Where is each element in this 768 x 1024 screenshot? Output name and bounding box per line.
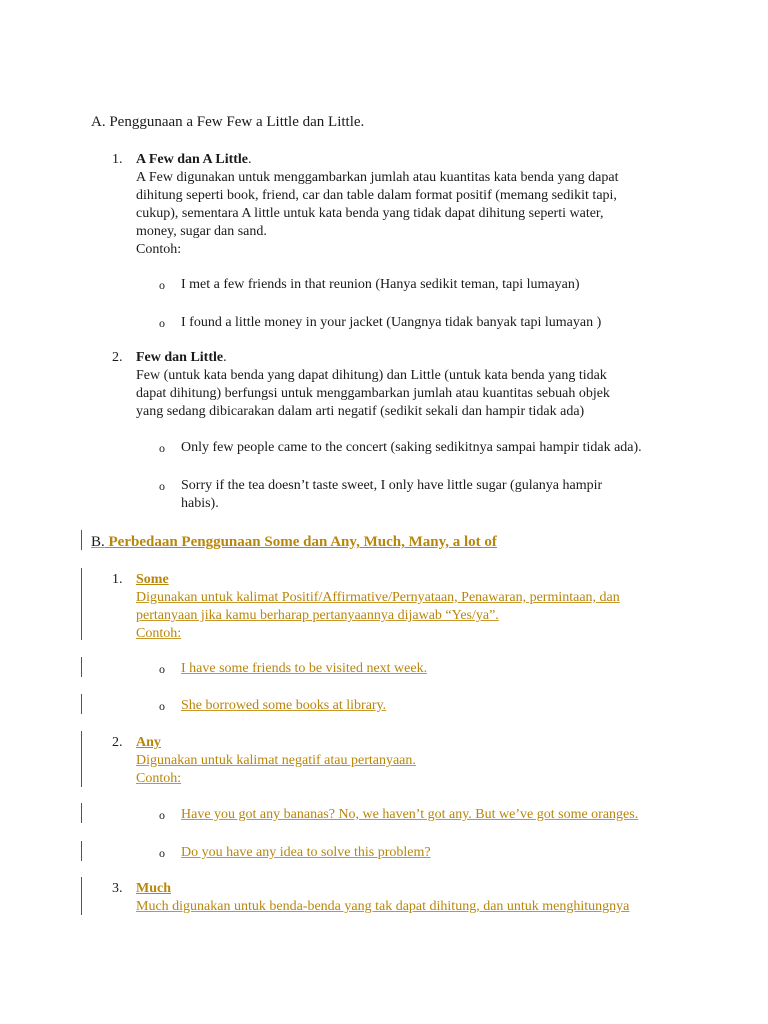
bullet-marker: o [159, 316, 165, 330]
change-bar [81, 731, 82, 787]
item-text: Few (untuk kata benda yang dapat dihitung) dan Little (untuk kata benda yang tidak dapat dihitung) berfungsi untuk menggambarkan jumlah atau kuantitas sebuah objek yang sedang dibicarakan dalam arti negatif (sedikit sekali dan hampir tidak ada) [136, 368, 610, 419]
item-heading: Some [136, 572, 169, 587]
section-b-heading: Perbedaan Penggunaan Some dan Any, Much, Many, a lot of [104, 534, 497, 550]
list-number: 2. [112, 735, 123, 750]
list-number: 3. [112, 881, 123, 896]
bullet-marker: o [159, 699, 165, 713]
change-bar [81, 877, 82, 915]
example-text: Have you got any bananas? No, we haven’t got any. But we’ve got some oranges. [181, 807, 639, 822]
example-text: Sorry if the tea doesn’t taste sweet, I only have little sugar (gulanya hampir habis). [181, 478, 603, 511]
item-text: Digunakan untuk kalimat negatif atau pertanyaan. Contoh: [136, 753, 416, 786]
list-number: 1. [112, 572, 123, 587]
list-number: 1. [112, 152, 123, 167]
example-text: Do you have any idea to solve this problem? [181, 845, 431, 860]
change-bar [81, 530, 82, 550]
section-b-letter: B. [91, 534, 105, 550]
change-bar [81, 803, 82, 823]
bullet-marker: o [159, 278, 165, 292]
example-text: I met a few friends in that reunion (Hanya sedikit teman, tapi lumayan) [181, 277, 580, 292]
bullet-marker: o [159, 441, 165, 455]
item-heading: Much [136, 881, 171, 896]
item-text: Much digunakan untuk benda-benda yang tak dapat dihitung, dan untuk menghitungnya [136, 899, 630, 914]
list-number: 2. [112, 350, 123, 365]
section-a-title: A. Penggunaan a Few Few a Little dan Little. [91, 114, 365, 130]
example-text: Only few people came to the concert (saking sedikitnya sampai hampir tidak ada). [181, 440, 642, 455]
change-bar [81, 657, 82, 677]
bullet-marker: o [159, 662, 165, 676]
bullet-marker: o [159, 479, 165, 493]
heading-suffix: . [223, 350, 227, 365]
change-bar [81, 841, 82, 861]
item-heading: A Few dan A Little [136, 152, 249, 167]
item-heading: Any [136, 735, 161, 750]
example-text: She borrowed some books at library. [181, 698, 387, 713]
example-text: I have some friends to be visited next week. [181, 661, 428, 676]
change-bar [81, 568, 82, 640]
bullet-marker: o [159, 846, 165, 860]
section-b-title [91, 533, 497, 551]
item-text: A Few digunakan untuk menggambarkan jumlah atau kuantitas kata benda yang dapat dihitung seperti book, friend, car dan table dalam format positif (memang sedikit tapi, cukup), sementara A little untuk kata benda yang tidak dapat dihitung seperti water, money, sugar dan sand. Contoh: [136, 170, 619, 257]
bullet-marker: o [159, 808, 165, 822]
example-text: I found a little money in your jacket (Uangnya tidak banyak tapi lumayan ) [181, 315, 602, 330]
item-text: Digunakan untuk kalimat Positif/Affirmative/Pernyataan, Penawaran, permintaan, dan pertanyaan jika kamu berharap pertanyaannya dijawab “Yes/ya”. Contoh: [136, 590, 620, 641]
heading-suffix: . [248, 152, 252, 167]
change-bar [81, 694, 82, 714]
item-heading: Few dan Little [136, 350, 224, 365]
